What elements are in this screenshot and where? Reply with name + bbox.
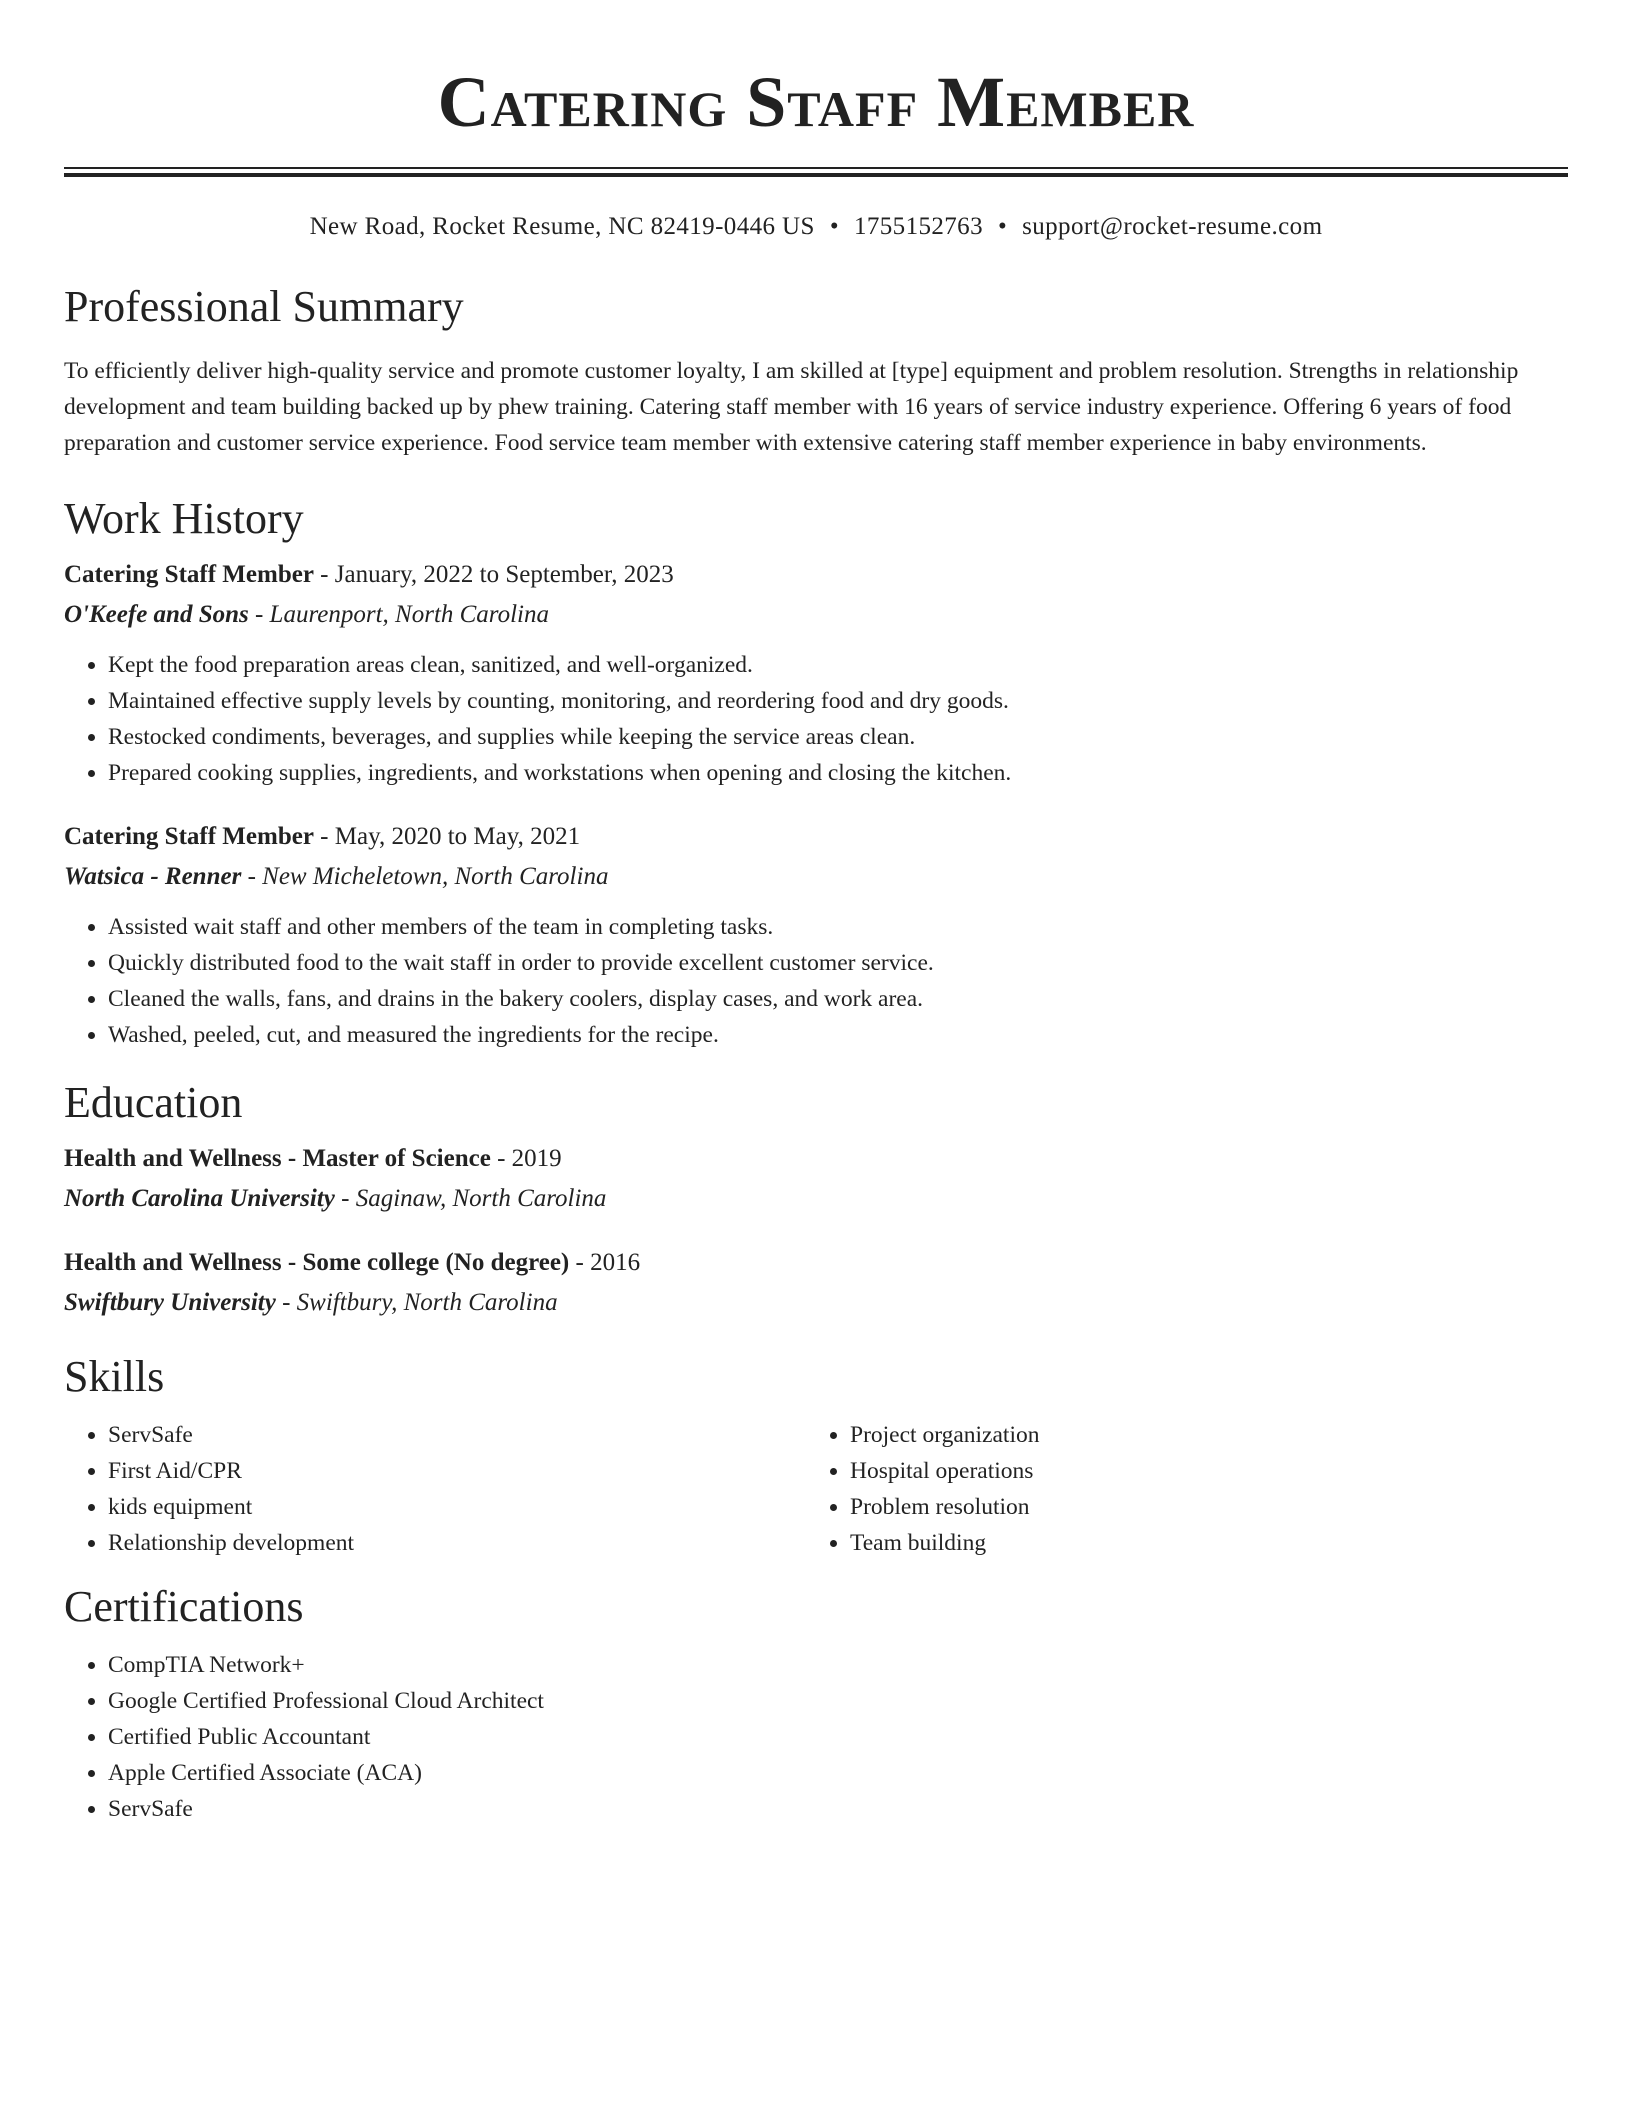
skill-item: • ServSafe	[108, 1417, 806, 1453]
certifications-list	[64, 1647, 1568, 1827]
job-company: O'Keefe and Sons	[64, 601, 249, 628]
skill-item: • Team building	[850, 1525, 1548, 1561]
education-section	[64, 1077, 1568, 1321]
job-title-line	[64, 819, 1568, 855]
skills-list	[806, 1417, 1548, 1561]
contact-separator: •	[829, 213, 839, 240]
job-employer-line	[64, 859, 1568, 895]
certification-item: • CompTIA Network+	[108, 1647, 1568, 1683]
skill-item: • Problem resolution	[850, 1489, 1548, 1525]
certification-item: • Apple Certified Associate (ACA)	[108, 1755, 1568, 1791]
section-heading-skills: Skills	[64, 1352, 165, 1401]
contact-separator: •	[997, 213, 1008, 240]
school-location: - Saginaw, North Carolina	[341, 1185, 607, 1212]
contact-email: support@rocket-resume.com	[1022, 213, 1323, 240]
summary-text: To efficiently deliver high-quality service and promote customer loyalty, I am skilled at [type] equipment and problem resolution. Strengths in relationship development and team building backed up by phew training. Catering staff member with 16 years of service industry experience. Offering 6 years of food preparation and customer service experience. Food service team member with extensive catering staff member experience in baby environments.	[64, 358, 1519, 456]
degree-year: - 2016	[575, 1249, 641, 1276]
job-location: - New Micheletown, North Carolina	[247, 863, 609, 890]
job-dates: - January, 2022 to September, 2023	[320, 561, 674, 588]
job-title: Catering Staff Member	[64, 823, 314, 850]
job-title: Catering Staff Member	[64, 561, 314, 588]
school-line	[64, 1285, 1568, 1321]
candidate-name: Catering Staff Member	[437, 62, 1195, 142]
list-item: • Prepared cooking supplies, ingredients, and workstations when opening and closing the kitchen.	[108, 755, 1568, 791]
section-heading-certifications: Certifications	[64, 1582, 304, 1631]
job-entry	[64, 819, 1568, 1053]
skill-item: • Relationship development	[108, 1525, 806, 1561]
degree-name: Health and Wellness - Some college (No degree)	[64, 1249, 570, 1276]
certification-item: • Google Certified Professional Cloud Architect	[108, 1683, 1568, 1719]
job-duties-list	[64, 647, 1568, 791]
job-dates: - May, 2020 to May, 2021	[320, 823, 581, 850]
school-name: Swiftbury University	[64, 1289, 276, 1316]
header-divider	[64, 167, 1568, 177]
skill-item: • Hospital operations	[850, 1453, 1548, 1489]
job-entry	[64, 557, 1568, 791]
education-entry	[64, 1245, 1568, 1321]
degree-line	[64, 1141, 1568, 1177]
degree-year: - 2019	[497, 1145, 562, 1172]
job-location: - Laurenport, North Carolina	[254, 601, 550, 628]
work-history-section	[64, 493, 1568, 1053]
skill-item: • kids equipment	[108, 1489, 806, 1525]
list-item: • Maintained effective supply levels by counting, monitoring, and reordering food and dry goods.	[108, 683, 1568, 719]
skills-grid	[64, 1417, 1568, 1561]
certifications-section	[64, 1581, 1568, 1827]
list-item: • Restocked condiments, beverages, and supplies while keeping the service areas clean.	[108, 719, 1568, 755]
school-name: North Carolina University	[64, 1185, 335, 1212]
education-entry	[64, 1141, 1568, 1217]
skills-column-left	[64, 1417, 806, 1561]
list-item: • Washed, peeled, cut, and measured the ingredients for the recipe.	[108, 1017, 1568, 1053]
contact-phone: 1755152763	[853, 213, 983, 240]
certification-item: • ServSafe	[108, 1791, 1568, 1827]
skills-column-right	[806, 1417, 1548, 1561]
skills-list	[64, 1417, 806, 1561]
section-heading-work-history: Work History	[64, 494, 304, 543]
job-duties-list	[64, 909, 1568, 1053]
skills-section	[64, 1351, 1568, 1561]
skill-item: • First Aid/CPR	[108, 1453, 806, 1489]
skill-item: • Project organization	[850, 1417, 1548, 1453]
job-company: Watsica - Renner	[64, 863, 242, 890]
contact-line	[64, 211, 1568, 243]
certification-item: • Certified Public Accountant	[108, 1719, 1568, 1755]
school-line	[64, 1181, 1568, 1217]
contact-address: New Road, Rocket Resume, NC 82419-0446 US	[309, 213, 815, 240]
list-item: • Assisted wait staff and other members of the team in completing tasks.	[108, 909, 1568, 945]
school-location: - Swiftbury, North Carolina	[282, 1289, 558, 1316]
list-item: • Quickly distributed food to the wait staff in order to provide excellent customer service.	[108, 945, 1568, 981]
degree-line	[64, 1245, 1568, 1281]
summary-section	[64, 281, 1568, 461]
list-item: • Kept the food preparation areas clean, sanitized, and well-organized.	[108, 647, 1568, 683]
job-title-line	[64, 557, 1568, 593]
list-item: • Cleaned the walls, fans, and drains in the bakery coolers, display cases, and work area.	[108, 981, 1568, 1017]
degree-name: Health and Wellness - Master of Science	[64, 1145, 491, 1172]
section-heading-summary: Professional Summary	[64, 282, 464, 331]
job-employer-line	[64, 597, 1568, 633]
section-heading-education: Education	[64, 1078, 243, 1127]
